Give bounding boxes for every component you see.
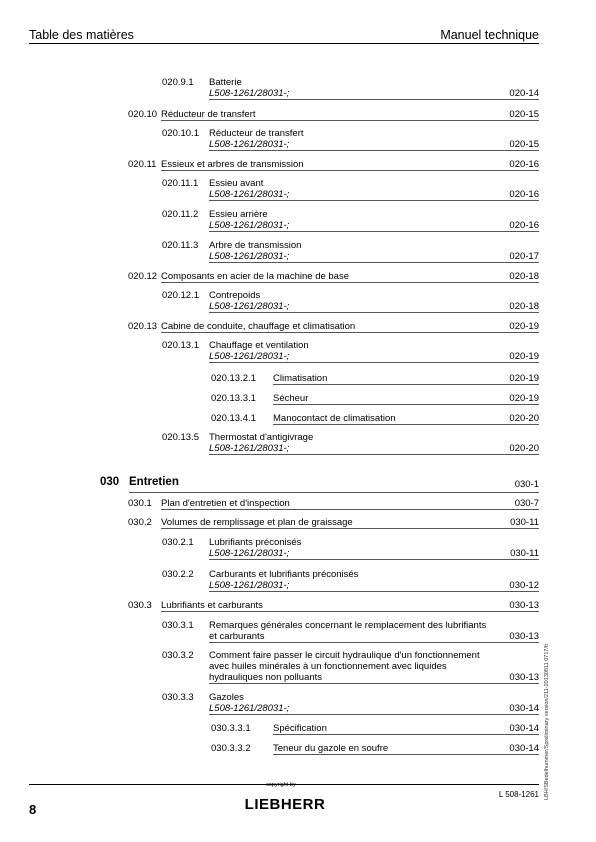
toc-entry-underline [209, 99, 539, 100]
toc-entry-title [161, 600, 263, 611]
toc-entry-page: 020-18 [509, 271, 539, 282]
toc-entry-title [209, 290, 289, 312]
toc-entry-title-text: Volumes de remplissage et plan de graissage [161, 517, 353, 528]
toc-entry-title-text: Thermostat d'antigivrage [209, 432, 314, 443]
liebherr-logo-graphic [240, 790, 330, 816]
toc-entry-title [273, 393, 308, 404]
document-reference: L 508-1261 [498, 790, 539, 799]
toc-entry-underline [161, 528, 539, 529]
toc-entry-title [209, 650, 480, 683]
toc-entry-page: 020-19 [509, 351, 539, 362]
toc-entry-model-ref: L508-1261/28031-; [209, 220, 290, 231]
toc-entry-page: 030-14 [509, 723, 539, 734]
toc-entry-title-text: Batterie [209, 77, 242, 88]
toc-entry-title [161, 159, 304, 170]
toc-entry-title [273, 743, 388, 754]
toc-entry-number: 030.3.3.2 [211, 743, 251, 754]
toc-entry-page: 020-19 [509, 321, 539, 332]
toc-entry-underline [209, 312, 539, 313]
toc-entry-model-ref: L508-1261/28031-; [209, 88, 290, 99]
toc-entry-underline [161, 170, 539, 171]
toc-entry-number: 030.2.1 [162, 537, 194, 548]
toc-entry-title-text: Essieux et arbres de transmission [161, 159, 304, 170]
toc-entry-title-text: Spécification [273, 723, 327, 734]
toc-entry-title [273, 373, 327, 384]
toc-entry-number: 020.13.5 [162, 432, 199, 443]
toc-entry-underline [209, 454, 539, 455]
toc-entry-page: 020-16 [509, 159, 539, 170]
toc-entry-title-text: Climatisation [273, 373, 328, 384]
toc-entry-number: 020.13.1 [162, 340, 199, 351]
toc-entry-underline [161, 509, 539, 510]
toc-entry-title-text: Lubrifiants préconisés [209, 537, 302, 548]
toc-entry-underline [209, 683, 539, 684]
toc-entry-number: 020.12 [128, 271, 158, 282]
toc-entry-title [209, 569, 358, 591]
toc-entry-number: 020.13 [128, 321, 158, 332]
toc-entry-number: 030.2.2 [162, 569, 194, 580]
toc-entry-title-text: Carburants et lubrifiants préconisés [209, 569, 359, 580]
toc-entry-underline [273, 384, 539, 385]
toc-entry-underline [209, 642, 539, 643]
toc-entry-title-text: Remarques générales concernant le remplacement des lubrifiants [209, 620, 487, 631]
toc-entry-title [161, 271, 349, 282]
toc-entry-title-text: Entretien [129, 476, 179, 488]
toc-entry-underline [129, 492, 539, 493]
toc-entry-title [273, 413, 396, 424]
toc-entry-underline [161, 282, 539, 283]
toc-entry-title [209, 537, 301, 559]
toc-entry-title [209, 240, 301, 262]
header-divider [29, 43, 539, 44]
toc-entry-page: 020-15 [509, 139, 539, 150]
toc-entry-title-text: Contrepoids [209, 290, 261, 301]
toc-entry-number: 030.3.3.1 [211, 723, 251, 734]
toc-entry-page: 030-13 [509, 631, 539, 642]
toc-entry-title-text: Sécheur [273, 393, 309, 404]
toc-entry-title [273, 723, 327, 734]
toc-entry-page: 020-20 [509, 413, 539, 424]
toc-entry-number: 020.13.3.1 [211, 393, 256, 404]
page-number: 8 [29, 802, 37, 817]
toc-entry-page: 030-12 [509, 580, 539, 591]
toc-entry-model-ref: L508-1261/28031-; [209, 351, 290, 362]
toc-entry-underline [273, 424, 539, 425]
toc-entry-model-ref: L508-1261/28031-; [209, 580, 290, 591]
toc-entry-number: 030.3.2 [162, 650, 194, 661]
toc-entry-page: 030-13 [509, 672, 539, 683]
toc-entry-model-ref: L508-1261/28031-; [209, 301, 290, 312]
toc-entry-underline [273, 404, 539, 405]
toc-entry-title-continuation: avec huiles minérales à un fonctionnement avec liquides [209, 661, 447, 672]
toc-entry-model-ref: L508-1261/28031-; [209, 189, 290, 200]
toc-entry-page: 020-19 [509, 373, 539, 384]
toc-entry-number: 030.3.3 [162, 692, 194, 703]
toc-entry-title [129, 477, 179, 488]
toc-entry-page: 030-11 [510, 548, 539, 559]
toc-entry-underline [209, 231, 539, 232]
toc-entry-title [209, 432, 313, 454]
toc-entry-title [161, 517, 353, 528]
liebherr-logo [240, 790, 330, 816]
logo-wordmark: LIEBHERR [244, 796, 326, 813]
side-vertical-label: LBH/SBedelhummer/Spreliminary version/211-20130811 0717/fr [544, 643, 550, 800]
toc-entry-page: 020-19 [509, 393, 539, 404]
toc-entry-underline [273, 754, 539, 755]
toc-entry-title-text: Lubrifiants et carburants [161, 600, 263, 611]
toc-entry-title-continuation: et carburants [209, 631, 265, 642]
toc-entry-page: 030-7 [514, 498, 539, 509]
toc-entry-number: 030 [100, 476, 120, 488]
toc-entry-title [209, 620, 486, 642]
toc-entry-title-text: Teneur du gazole en soufre [273, 743, 389, 754]
toc-entry-title [209, 77, 289, 99]
toc-entry-page: 030-11 [510, 517, 539, 528]
toc-entry-model-ref: L508-1261/28031-; [209, 548, 290, 559]
toc-entry-page: 020-16 [509, 220, 539, 231]
toc-entry-number: 030.1 [128, 498, 152, 509]
toc-entry-number: 020.13.4.1 [211, 413, 256, 424]
toc-entry-page: 020-17 [509, 251, 539, 262]
header-right-title: Manuel technique [440, 28, 539, 42]
toc-entry-title-text: Manocontact de climatisation [273, 413, 396, 424]
toc-entry-title-text: Arbre de transmission [209, 240, 302, 251]
toc-entry-underline [161, 120, 539, 121]
toc-entry-number: 020.10 [128, 109, 158, 120]
toc-entry-page: 020-18 [509, 301, 539, 312]
toc-entry-page: 030-13 [509, 600, 539, 611]
toc-entry-number: 020.13.2.1 [211, 373, 256, 384]
toc-entry-title [161, 498, 290, 509]
toc-entry-model-ref: L508-1261/28031-; [209, 443, 290, 454]
toc-entry-number: 030.2 [128, 517, 152, 528]
toc-entry-underline [209, 262, 539, 263]
toc-entry-number: 020.9.1 [162, 77, 194, 88]
toc-entry-title-text: Réducteur de transfert [161, 109, 256, 120]
toc-entry-number: 020.11.2 [162, 209, 199, 220]
side-vertical-text [544, 620, 553, 800]
toc-entry-page: 030-1 [514, 479, 539, 490]
toc-entry-title [209, 692, 289, 714]
toc-entry-title [209, 128, 304, 150]
toc-entry-title-text: Essieu avant [209, 178, 264, 189]
toc-entry-underline [209, 150, 539, 151]
toc-entry-underline [161, 332, 539, 333]
toc-entry-title [209, 209, 289, 231]
toc-entry-title [161, 109, 256, 120]
toc-entry-underline [209, 591, 539, 592]
toc-entry-underline [209, 559, 539, 560]
toc-entry-number: 020.10.1 [162, 128, 199, 139]
toc-entry-title-continuation: hydrauliques non polluants [209, 672, 323, 683]
toc-entry-title-text: Chauffage et ventilation [209, 340, 309, 351]
toc-entry-page: 020-14 [509, 88, 539, 99]
toc-entry-number: 020.11 [128, 159, 157, 170]
toc-entry-underline [273, 734, 539, 735]
toc-entry-title-text: Comment faire passer le circuit hydraulique d'un fonctionnement [209, 650, 480, 661]
toc-entry-model-ref: L508-1261/28031-; [209, 703, 290, 714]
toc-entry-page: 020-20 [509, 443, 539, 454]
toc-entry-underline [161, 611, 539, 612]
toc-entry-title-text: Réducteur de transfert [209, 128, 304, 139]
toc-entry-page: 030-14 [509, 743, 539, 754]
toc-entry-model-ref: L508-1261/28031-; [209, 251, 290, 262]
toc-entry-title [209, 178, 289, 200]
toc-entry-model-ref: L508-1261/28031-; [209, 139, 290, 150]
toc-entry-number: 030.3 [128, 600, 152, 611]
toc-entry-underline [209, 714, 539, 715]
toc-entry-number: 020.11.3 [162, 240, 199, 251]
toc-entry-title-text: Cabine de conduite, chauffage et climatisation [161, 321, 356, 332]
toc-entry-number: 030.3.1 [162, 620, 194, 631]
toc-entry-title-text: Essieu arrière [209, 209, 268, 220]
toc-entry-title [209, 340, 309, 362]
toc-entry-number: 020.12.1 [162, 290, 199, 301]
toc-entry-number: 020.11.1 [162, 178, 199, 189]
toc-entry-title-text: Gazoles [209, 692, 244, 703]
toc-entry-title-text: Plan d'entretien et d'inspection [161, 498, 290, 509]
toc-entry-underline [209, 200, 539, 201]
header-left-title: Table des matières [29, 28, 134, 42]
toc-entry-underline [209, 362, 539, 363]
toc-entry-page: 030-14 [509, 703, 539, 714]
toc-entry-title [161, 321, 355, 332]
toc-entry-page: 020-15 [509, 109, 539, 120]
toc-entry-title-text: Composants en acier de la machine de base [161, 271, 350, 282]
toc-entry-page: 020-16 [509, 189, 539, 200]
copyright-label: copyright by [266, 782, 296, 788]
